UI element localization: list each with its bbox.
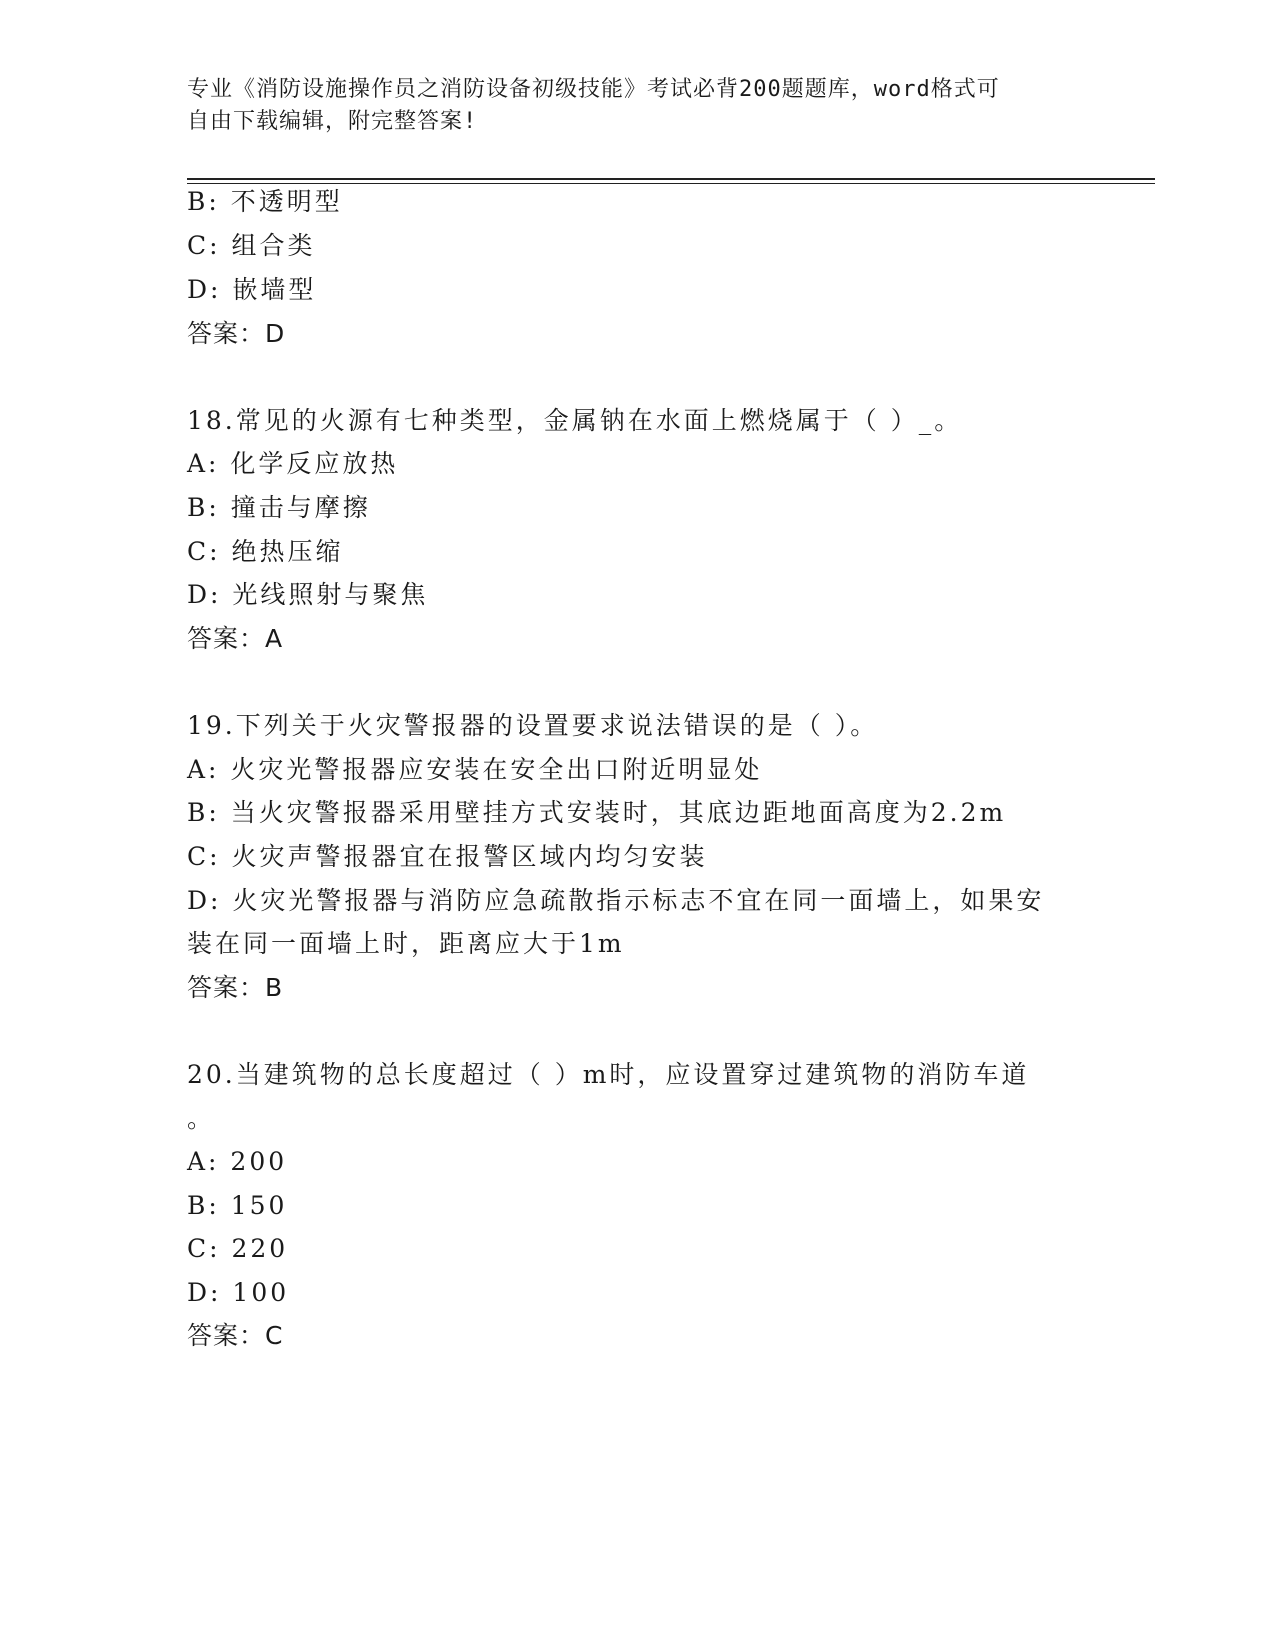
header-divider-thick (187, 178, 1155, 180)
header-line-2: 自由下载编辑，附完整答案! (187, 109, 478, 134)
q20-question-line-2: 。 (187, 1104, 216, 1133)
header-line-1: 专业《消防设施操作员之消防设备初级技能》考试必背200题题库，word格式可 (187, 77, 1000, 102)
q18-option-b: B: 撞击与摩擦 (187, 493, 371, 522)
q18-option-a: A: 化学反应放热 (187, 449, 399, 478)
q18-answer: 答案：A (187, 624, 284, 653)
q20-option-c: C: 220 (187, 1234, 289, 1263)
q18-option-d: D: 光线照射与聚焦 (187, 580, 429, 609)
q20-option-a: A: 200 (187, 1147, 288, 1176)
q19-option-a: A: 火灾光警报器应安装在安全出口附近明显处 (187, 755, 763, 784)
q17-answer: 答案：D (187, 319, 286, 348)
q19-option-d-line-1: D: 火灾光警报器与消防应急疏散指示标志不宜在同一面墙上，如果安 (187, 886, 1045, 915)
q20-option-d: D: 100 (187, 1278, 290, 1307)
q17-option-b: B: 不透明型 (187, 187, 343, 216)
q19-option-d-line-2: 装在同一面墙上时，距离应大于1m (187, 929, 625, 958)
q19-question: 19.下列关于火灾警报器的设置要求说法错误的是（ ）。 (187, 711, 879, 740)
q20-question-line-1: 20.当建筑物的总长度超过（ ）m时，应设置穿过建筑物的消防车道 (187, 1060, 1030, 1089)
q18-option-c: C: 绝热压缩 (187, 537, 344, 566)
q20-option-b: B: 150 (187, 1191, 288, 1220)
q17-option-d: D: 嵌墙型 (187, 275, 317, 304)
q19-option-b: B: 当火灾警报器采用壁挂方式安装时，其底边距地面高度为2.2m (187, 798, 1007, 827)
header-divider-thin (187, 183, 1155, 184)
q18-question: 18.常见的火源有七种类型，金属钠在水面上燃烧属于（ ）_。 (187, 406, 963, 435)
document-header (187, 74, 1067, 138)
q19-answer: 答案：B (187, 973, 284, 1002)
q17-option-c: C: 组合类 (187, 231, 316, 260)
q20-answer: 答案：C (187, 1321, 284, 1350)
q19-option-c: C: 火灾声警报器宜在报警区域内均匀安装 (187, 842, 708, 871)
